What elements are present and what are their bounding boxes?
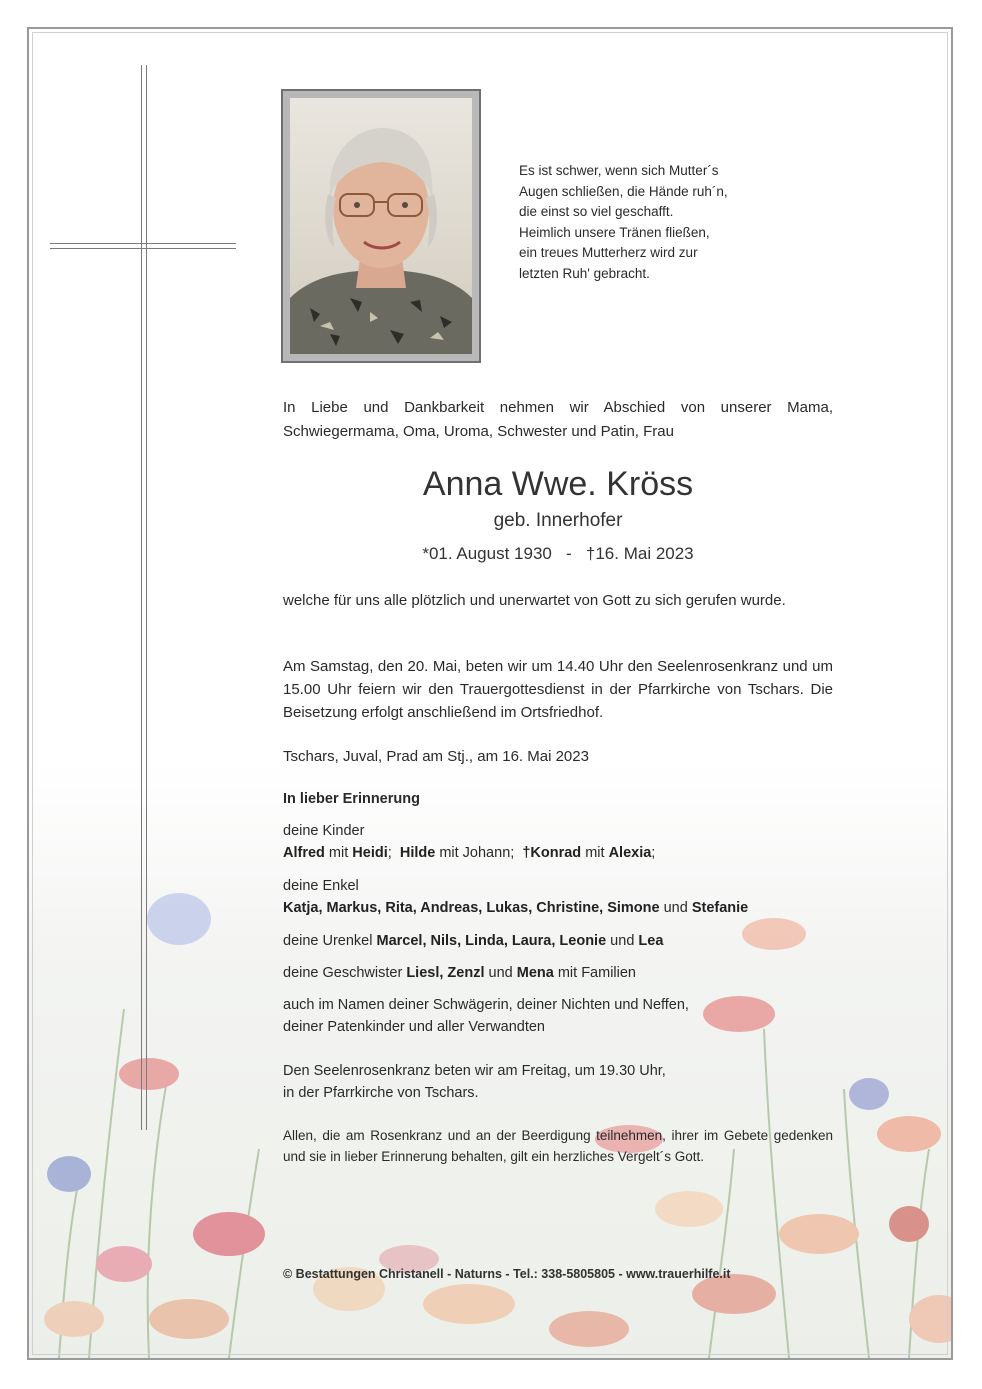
- child-sep: mit: [581, 845, 609, 861]
- poem: [519, 161, 759, 284]
- poem-line: Augen schließen, die Hände ruh´n,: [519, 183, 728, 199]
- rosary-block: [283, 1060, 843, 1104]
- rosary-line: in der Pfarrkirche von Tschars.: [283, 1085, 479, 1101]
- grandchild-last-name: Stefanie: [691, 900, 749, 916]
- rosary-line: Den Seelenrosenkranz beten wir am Freitag, um 19.30 Uhr,: [283, 1063, 666, 1079]
- great-grandchildren-label: deine Urenkel: [283, 933, 377, 949]
- child-sep: ;: [651, 845, 656, 861]
- child-name: Heidi: [352, 845, 388, 861]
- relatives-line: deiner Patenkinder und aller Verwandten: [283, 1019, 545, 1035]
- thanks-text: Allen, die am Rosenkranz und an der Beerdigung teilnehmen, ihrer im Gebete gedenken und sie in lieber Erinnerung behalten, gilt ein herzliches Vergelt´s Gott.: [283, 1128, 833, 1164]
- child-name: †Konrad: [522, 845, 582, 861]
- cross-horizontal-line: [50, 243, 236, 244]
- child-name: Alexia: [608, 845, 652, 861]
- child-name: Alfred: [283, 845, 325, 861]
- conjunction: und: [484, 965, 517, 981]
- child-name: Hilde: [399, 845, 436, 861]
- conjunction: und: [659, 900, 692, 916]
- birth-name: geb. Innerhofer: [493, 510, 623, 531]
- child-sep: ;: [387, 845, 400, 861]
- poem-line: Es ist schwer, wenn sich Mutter´s: [519, 163, 719, 178]
- sibling-last-name: Mena: [516, 965, 554, 981]
- relatives-line: auch im Namen deiner Schwägerin, deiner Nichten und Neffen,: [283, 997, 689, 1013]
- cross-vertical-line: [146, 65, 147, 1130]
- cross-horizontal-line: [50, 248, 236, 249]
- life-dates: [283, 541, 833, 567]
- place-date: Tschars, Juval, Prad am Stj., am 16. Mai 2023: [283, 748, 589, 765]
- children-label: deine Kinder: [283, 823, 365, 839]
- children-list: [283, 842, 843, 864]
- conjunction: und: [606, 933, 639, 949]
- children-block: [283, 820, 843, 864]
- cross-vertical-line: [141, 65, 142, 1130]
- siblings-line: [283, 962, 843, 984]
- child-sep: mit: [324, 845, 353, 861]
- poem-line: die einst so viel geschafft.: [519, 204, 674, 219]
- great-grandchildren-line: [283, 930, 843, 952]
- siblings-suffix: mit Familien: [553, 965, 636, 981]
- great-grandchild-last-name: Lea: [638, 933, 664, 949]
- passing-text: welche für uns alle plötzlich und unerwartet von Gott zu sich gerufen wurde.: [283, 592, 786, 609]
- remembrance-heading: In lieber Erinnerung: [283, 791, 420, 807]
- grandchildren-block: [283, 875, 843, 919]
- relatives-block: [283, 994, 843, 1038]
- portrait-photo: [290, 98, 472, 354]
- siblings-names: Liesl, Zenzl: [406, 965, 485, 981]
- grandchildren-label: deine Enkel: [283, 878, 359, 894]
- poem-line: ein treues Mutterherz wird zur: [519, 245, 698, 260]
- great-grandchildren-names: Marcel, Nils, Linda, Laura, Leonie: [376, 933, 607, 949]
- poem-line: Heimlich unsere Tränen fließen,: [519, 224, 710, 240]
- siblings-label: deine Geschwister: [283, 965, 407, 981]
- funeral-home-footer: © Bestattungen Christanell - Naturns - Tel.: 338-5805805 - www.trauerhilfe.it: [283, 1267, 731, 1281]
- date-separator: -: [566, 544, 572, 563]
- service-text: Am Samstag, den 20. Mai, beten wir um 14.40 Uhr den Seelenrosenkranz und um 15.00 Uhr feiern wir den Trauergottesdienst in der Pfarrkirche von Tschars. Die Beisetzung erfolgt anschließend im Ortsfriedhof.: [283, 658, 833, 721]
- deceased-name: Anna Wwe. Kröss: [422, 465, 694, 503]
- grandchildren-names: Katja, Markus, Rita, Andreas, Lukas, Christine, Simone: [283, 900, 660, 916]
- death-date: †16. Mai 2023: [585, 544, 694, 563]
- grandchildren-list: [283, 897, 843, 919]
- portrait-frame: [281, 89, 481, 363]
- birth-date: *01. August 1930: [422, 544, 552, 563]
- child-sep: mit Johann;: [435, 845, 523, 861]
- poem-line: letzten Ruh' gebracht.: [519, 265, 650, 281]
- intro-text: In Liebe und Dankbarkeit nehmen wir Abschied von unserer Mama, Schwiegermama, Oma, Uroma, Schwester und Patin, Frau: [283, 399, 833, 440]
